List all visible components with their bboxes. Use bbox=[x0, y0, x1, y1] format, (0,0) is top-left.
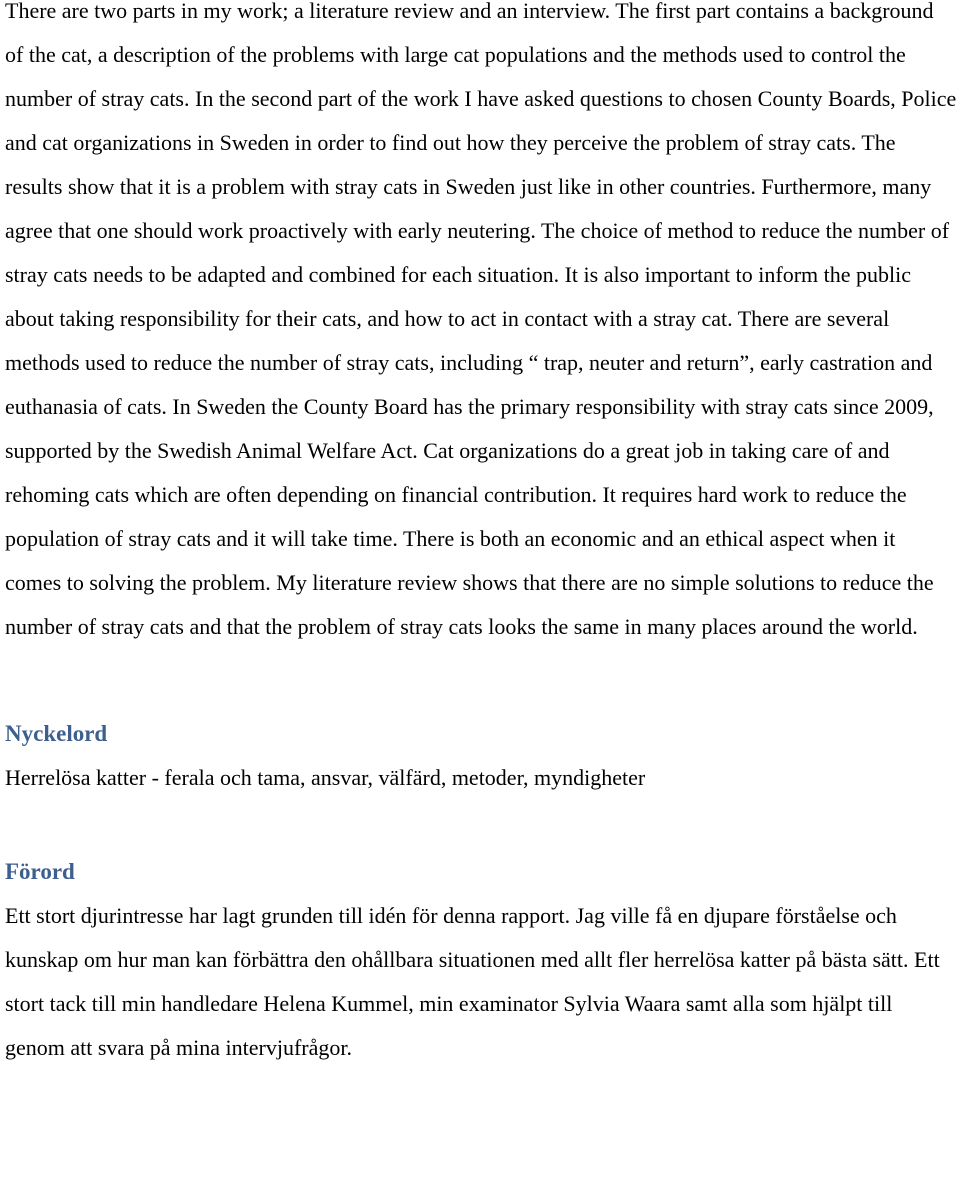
keywords-heading: Nyckelord bbox=[5, 721, 108, 746]
document-page bbox=[5, 0, 957, 1070]
preface-heading: Förord bbox=[5, 859, 75, 884]
preface-paragraph: Ett stort djurintresse har lagt grunden till idén för denna rapport. Jag ville få en djupare förståelse och kunskap om hur man kan förbättra den ohållbara situationen med allt fler herrelösa katter på bästa sätt. Ett stort tack till min handledare Helena Kummel, min examinator Sylvia Waara samt alla som hjälpt till genom att svara på mina intervjufrågor. bbox=[5, 903, 940, 1060]
keywords-text: Herrelösa katter - ferala och tama, ansvar, välfärd, metoder, myndigheter bbox=[5, 765, 646, 790]
abstract-paragraph: There are two parts in my work; a literature review and an interview. The first part contains a background of the cat, a description of the problems with large cat populations and the methods used to control the number of stray cats. In the second part of the work I have asked questions to chosen County Boards, Police and cat organizations in Sweden in order to find out how they perceive the problem of stray cats. The results show that it is a problem with stray cats in Sweden just like in other countries. Furthermore, many agree that one should work proactively with early neutering. The choice of method to reduce the number of stray cats needs to be adapted and combined for each situation. It is also important to inform the public about taking responsibility for their cats, and how to act in contact with a stray cat. There are several methods used to reduce the number of stray cats, including “ trap, neuter and return”, early castration and euthanasia of cats. In Sweden the County Board has the primary responsibility with stray cats since 2009, supported by the Swedish Animal Welfare Act. Cat organizations do a great job in taking care of and rehoming cats which are often depending on financial contribution. It requires hard work to reduce the population of stray cats and it will take time. There is both an economic and an ethical aspect when it comes to solving the problem. My literature review shows that there are no simple solutions to reduce the number of stray cats and that the problem of stray cats looks the same in many places around the world. bbox=[5, 0, 957, 639]
